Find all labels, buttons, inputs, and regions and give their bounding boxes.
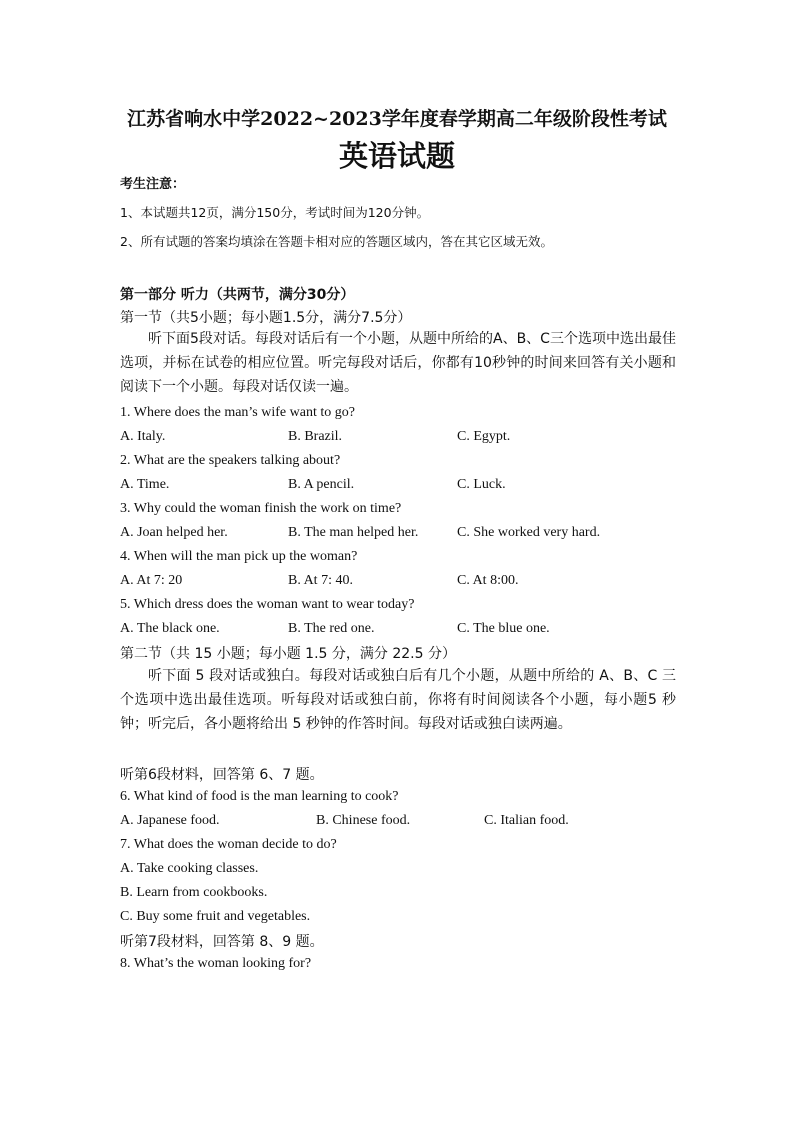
question-2-stem: 2. What are the speakers talking about? — [120, 453, 341, 468]
question-1-option-c: C. Egypt. — [457, 429, 511, 444]
question-2-option-a: A. Time. — [120, 477, 170, 492]
material-6-label: 听第6段材料，回答第 6、7 题。 — [120, 767, 324, 783]
question-4-option-c: C. At 8:00. — [457, 573, 519, 588]
material-7-label: 听第7段材料，回答第 8、9 题。 — [120, 934, 324, 950]
question-6-option-c: C. Italian food. — [484, 813, 569, 828]
section2-instruction: 听下面 5 段对话或独白。每段对话或独白后有几个小题，从题中所给的 A、B、C 三个选项中选出最佳选项。听每段对话或独白前，你将有时间阅读各个小题，每小题5 秒钟；听完后，各小题将给出 5 秒钟的作答时间。每段对话或独白读两遍。 — [120, 668, 676, 732]
question-5-option-b: B. The red one. — [288, 621, 375, 636]
question-7-stem: 7. What does the woman decide to do? — [120, 837, 337, 852]
question-4-option-a: A. At 7: 20 — [120, 573, 183, 588]
question-2-option-b: B. A pencil. — [288, 477, 355, 492]
question-4-stem: 4. When will the man pick up the woman? — [120, 549, 358, 564]
question-7-option-b: B. Learn from cookbooks. — [120, 885, 268, 900]
question-8-stem: 8. What’s the woman looking for? — [120, 956, 312, 971]
question-1-option-a: A. Italy. — [120, 429, 166, 444]
question-3-option-c: C. She worked very hard. — [457, 525, 601, 540]
question-7-option-c: C. Buy some fruit and vegetables. — [120, 909, 311, 924]
question-5-option-a: A. The black one. — [120, 621, 220, 636]
section1-instruction: 听下面5段对话。每段对话后有一个小题，从题中所给的A、B、C三个选项中选出最佳选项，并标在试卷的相应位置。听完每段对话后，你都有10秒钟的时间来回答有关小题和阅读下一个小题。每段对话仅读一遍。 — [120, 331, 676, 395]
section1-title: 第一节（共5小题；每小题1.5分，满分7.5分） — [120, 310, 412, 326]
notice-item-2: 2、所有试题的答案均填涂在答题卡相对应的答题区域内，答在其它区域无效。 — [120, 234, 553, 249]
notice-heading: 考生注意： — [120, 177, 186, 192]
question-6-stem: 6. What kind of food is the man learning to cook? — [120, 789, 399, 804]
question-6-option-a: A. Japanese food. — [120, 813, 220, 828]
part1-title: 第一部分 听力（共两节，满分30分） — [120, 287, 355, 303]
question-6-option-b: B. Chinese food. — [316, 813, 411, 828]
question-4-option-b: B. At 7: 40. — [288, 573, 353, 588]
school-exam-title: 江苏省响水中学2022~2023学年度春学期高二年级阶段性考试 — [127, 108, 667, 130]
question-5-stem: 5. Which dress does the woman want to wear today? — [120, 597, 415, 612]
section2-title: 第二节（共 15 小题；每小题 1.5 分，满分 22.5 分） — [120, 646, 456, 662]
subject-title: 英语试题 — [338, 139, 455, 173]
notice-item-1: 1、本试题共12页，满分150分，考试时间为120分钟。 — [120, 205, 430, 220]
question-7-option-a: A. Take cooking classes. — [120, 861, 259, 876]
question-3-stem: 3. Why could the woman finish the work on time? — [120, 501, 402, 516]
question-3-option-b: B. The man helped her. — [288, 525, 419, 540]
question-5-option-c: C. The blue one. — [457, 621, 550, 636]
question-1-stem: 1. Where does the man’s wife want to go? — [120, 405, 355, 420]
question-3-option-a: A. Joan helped her. — [120, 525, 228, 540]
question-1-option-b: B. Brazil. — [288, 429, 343, 444]
question-2-option-c: C. Luck. — [457, 477, 506, 492]
